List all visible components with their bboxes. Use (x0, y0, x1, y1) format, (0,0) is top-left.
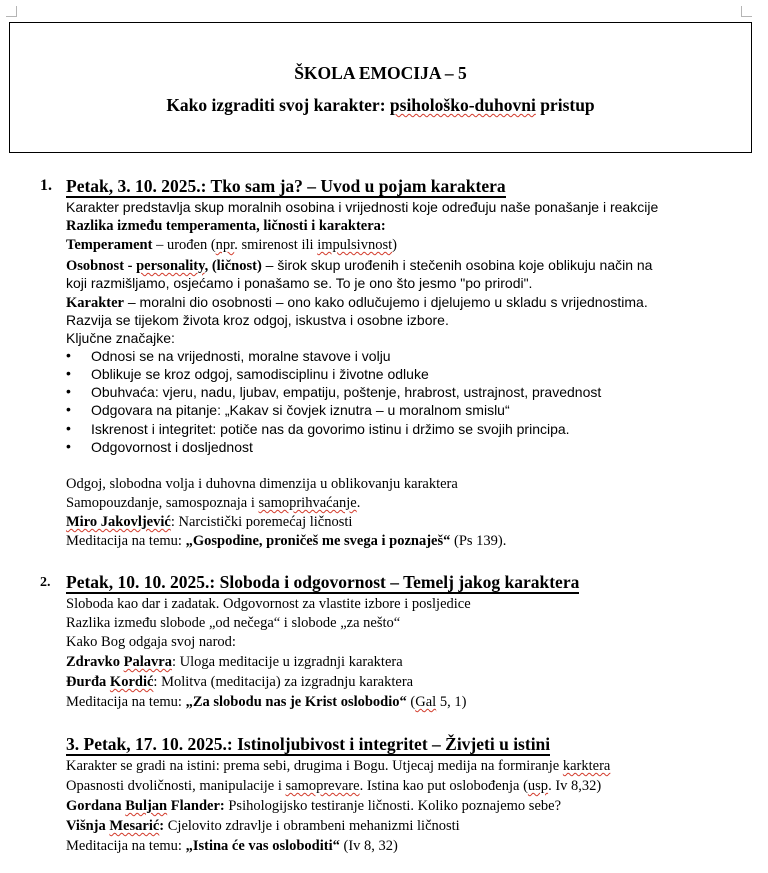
section-2-number: 2. (40, 575, 51, 590)
list-item: Odgovornost i dosljednost (91, 439, 253, 455)
paragraph-line: Razlika između temperamenta, ličnosti i karaktera: (66, 218, 386, 234)
list-item: Obuhvaća: vjeru, nadu, ljubav, empatiju, poštenje, hrabrost, ustrajnost, pravednost (91, 384, 602, 400)
page-corner-mark (741, 6, 752, 17)
bullet-icon: • (66, 420, 71, 436)
speaker-line: Zdravko Palavra: Uloga meditacije u izgradnji karaktera (66, 654, 403, 670)
paragraph-line: Karakter predstavlja skup moralnih osobina i vrijednosti koje određuju naše ponašanje i reakcije (66, 199, 659, 215)
bullet-icon: • (66, 347, 71, 363)
paragraph-line: Samopouzdanje, samospoznaja i samoprihvaćanje. (66, 495, 361, 511)
document-title: ŠKOLA EMOCIJA – 5 (294, 63, 467, 83)
bullet-icon: • (66, 365, 71, 381)
section-3-heading: 3. Petak, 17. 10. 2025.: Istinoljubivost i integritet – Živjeti u istini (66, 734, 551, 754)
page-corner-mark (6, 6, 17, 17)
paragraph-line: Sloboda kao dar i zadatak. Odgovornost za vlastite izbore i posljedice (66, 596, 471, 612)
list-item: Odgovara na pitanje: „Kakav si čovjek iznutra – u moralnom smislu“ (91, 402, 510, 418)
speaker-line: Đurđa Kordić: Molitva (meditacija) za izgradnju karaktera (66, 674, 414, 690)
document-subtitle: Kako izgraditi svoj karakter: psihološko-duhovni pristup (166, 95, 595, 115)
karakter-line: Karakter – moralni dio osobnosti – ono kako odlučujemo i djelujemo u skladu s vrijednostima. (66, 294, 648, 311)
meditation-line: Meditacija na temu: „Istina će vas osloboditi“ (Iv 8, 32) (66, 838, 398, 854)
title-box (9, 22, 752, 153)
paragraph-line: Odgoj, slobodna volja i duhovna dimenzija u oblikovanju karaktera (66, 476, 458, 492)
temperament-line: Temperament – urođen (npr. smirenost ili impulsivnost) (66, 237, 397, 253)
meditation-line: Meditacija na temu: „Za slobodu nas je Krist oslobodio“ (Gal 5, 1) (66, 694, 467, 710)
meditation-line: Meditacija na temu: „Gospodine, proničeš me svega i poznaješ“ (Ps 139). (66, 533, 507, 549)
paragraph-line: Razlika između slobode „od nečega“ i slobode „za nešto“ (66, 615, 401, 631)
list-item: Oblikuje se kroz odgoj, samodisciplinu i životne odluke (91, 366, 429, 382)
section-1-heading: Petak, 3. 10. 2025.: Tko sam ja? – Uvod u pojam karaktera (66, 176, 506, 196)
paragraph-line: Karakter se gradi na istini: prema sebi, drugima i Bogu. Utjecaj medija na formiranje karktera (66, 758, 611, 774)
bullet-icon: • (66, 438, 71, 454)
paragraph-line: Ključne značajke: (66, 330, 175, 346)
list-item: Iskrenost i integritet: potiče nas da govorimo istinu i držimo se svojih principa. (91, 421, 570, 437)
paragraph-line: Kako Bog odgaja svoj narod: (66, 634, 236, 650)
section-2-heading: Petak, 10. 10. 2025.: Sloboda i odgovornost – Temelj jakog karaktera (66, 572, 580, 592)
list-item: Odnosi se na vrijednosti, moralne stavove i volju (91, 348, 391, 364)
paragraph-line: Opasnosti dvoličnosti, manipulacije i samoprevare. Istina kao put oslobođenja (usp. Iv 8,32) (66, 778, 602, 794)
section-1-number: 1. (40, 177, 52, 194)
paragraph-line: Razvija se tijekom života kroz odgoj, iskustva i osobne izbore. (66, 312, 449, 328)
bullet-icon: • (66, 383, 71, 399)
speaker-line: Miro Jakovljević: Narcistički poremećaj ličnosti (66, 514, 353, 530)
speaker-line: Višnja Mesarić: Cjelovito zdravlje i obrambeni mehanizmi ličnosti (66, 818, 460, 834)
bullet-icon: • (66, 401, 71, 417)
paragraph-line: koji razmišljamo, osjećamo i ponašamo se. To je ono što jesmo "po prirodi". (66, 275, 533, 291)
speaker-line: Gordana Buljan Flander: Psihologijsko testiranje ličnosti. Koliko poznajemo sebe? (66, 798, 562, 814)
osobnost-line: Osobnost - personality, (ličnost) – širok skup urođenih i stečenih osobina koje oblikuju način na (66, 257, 653, 274)
